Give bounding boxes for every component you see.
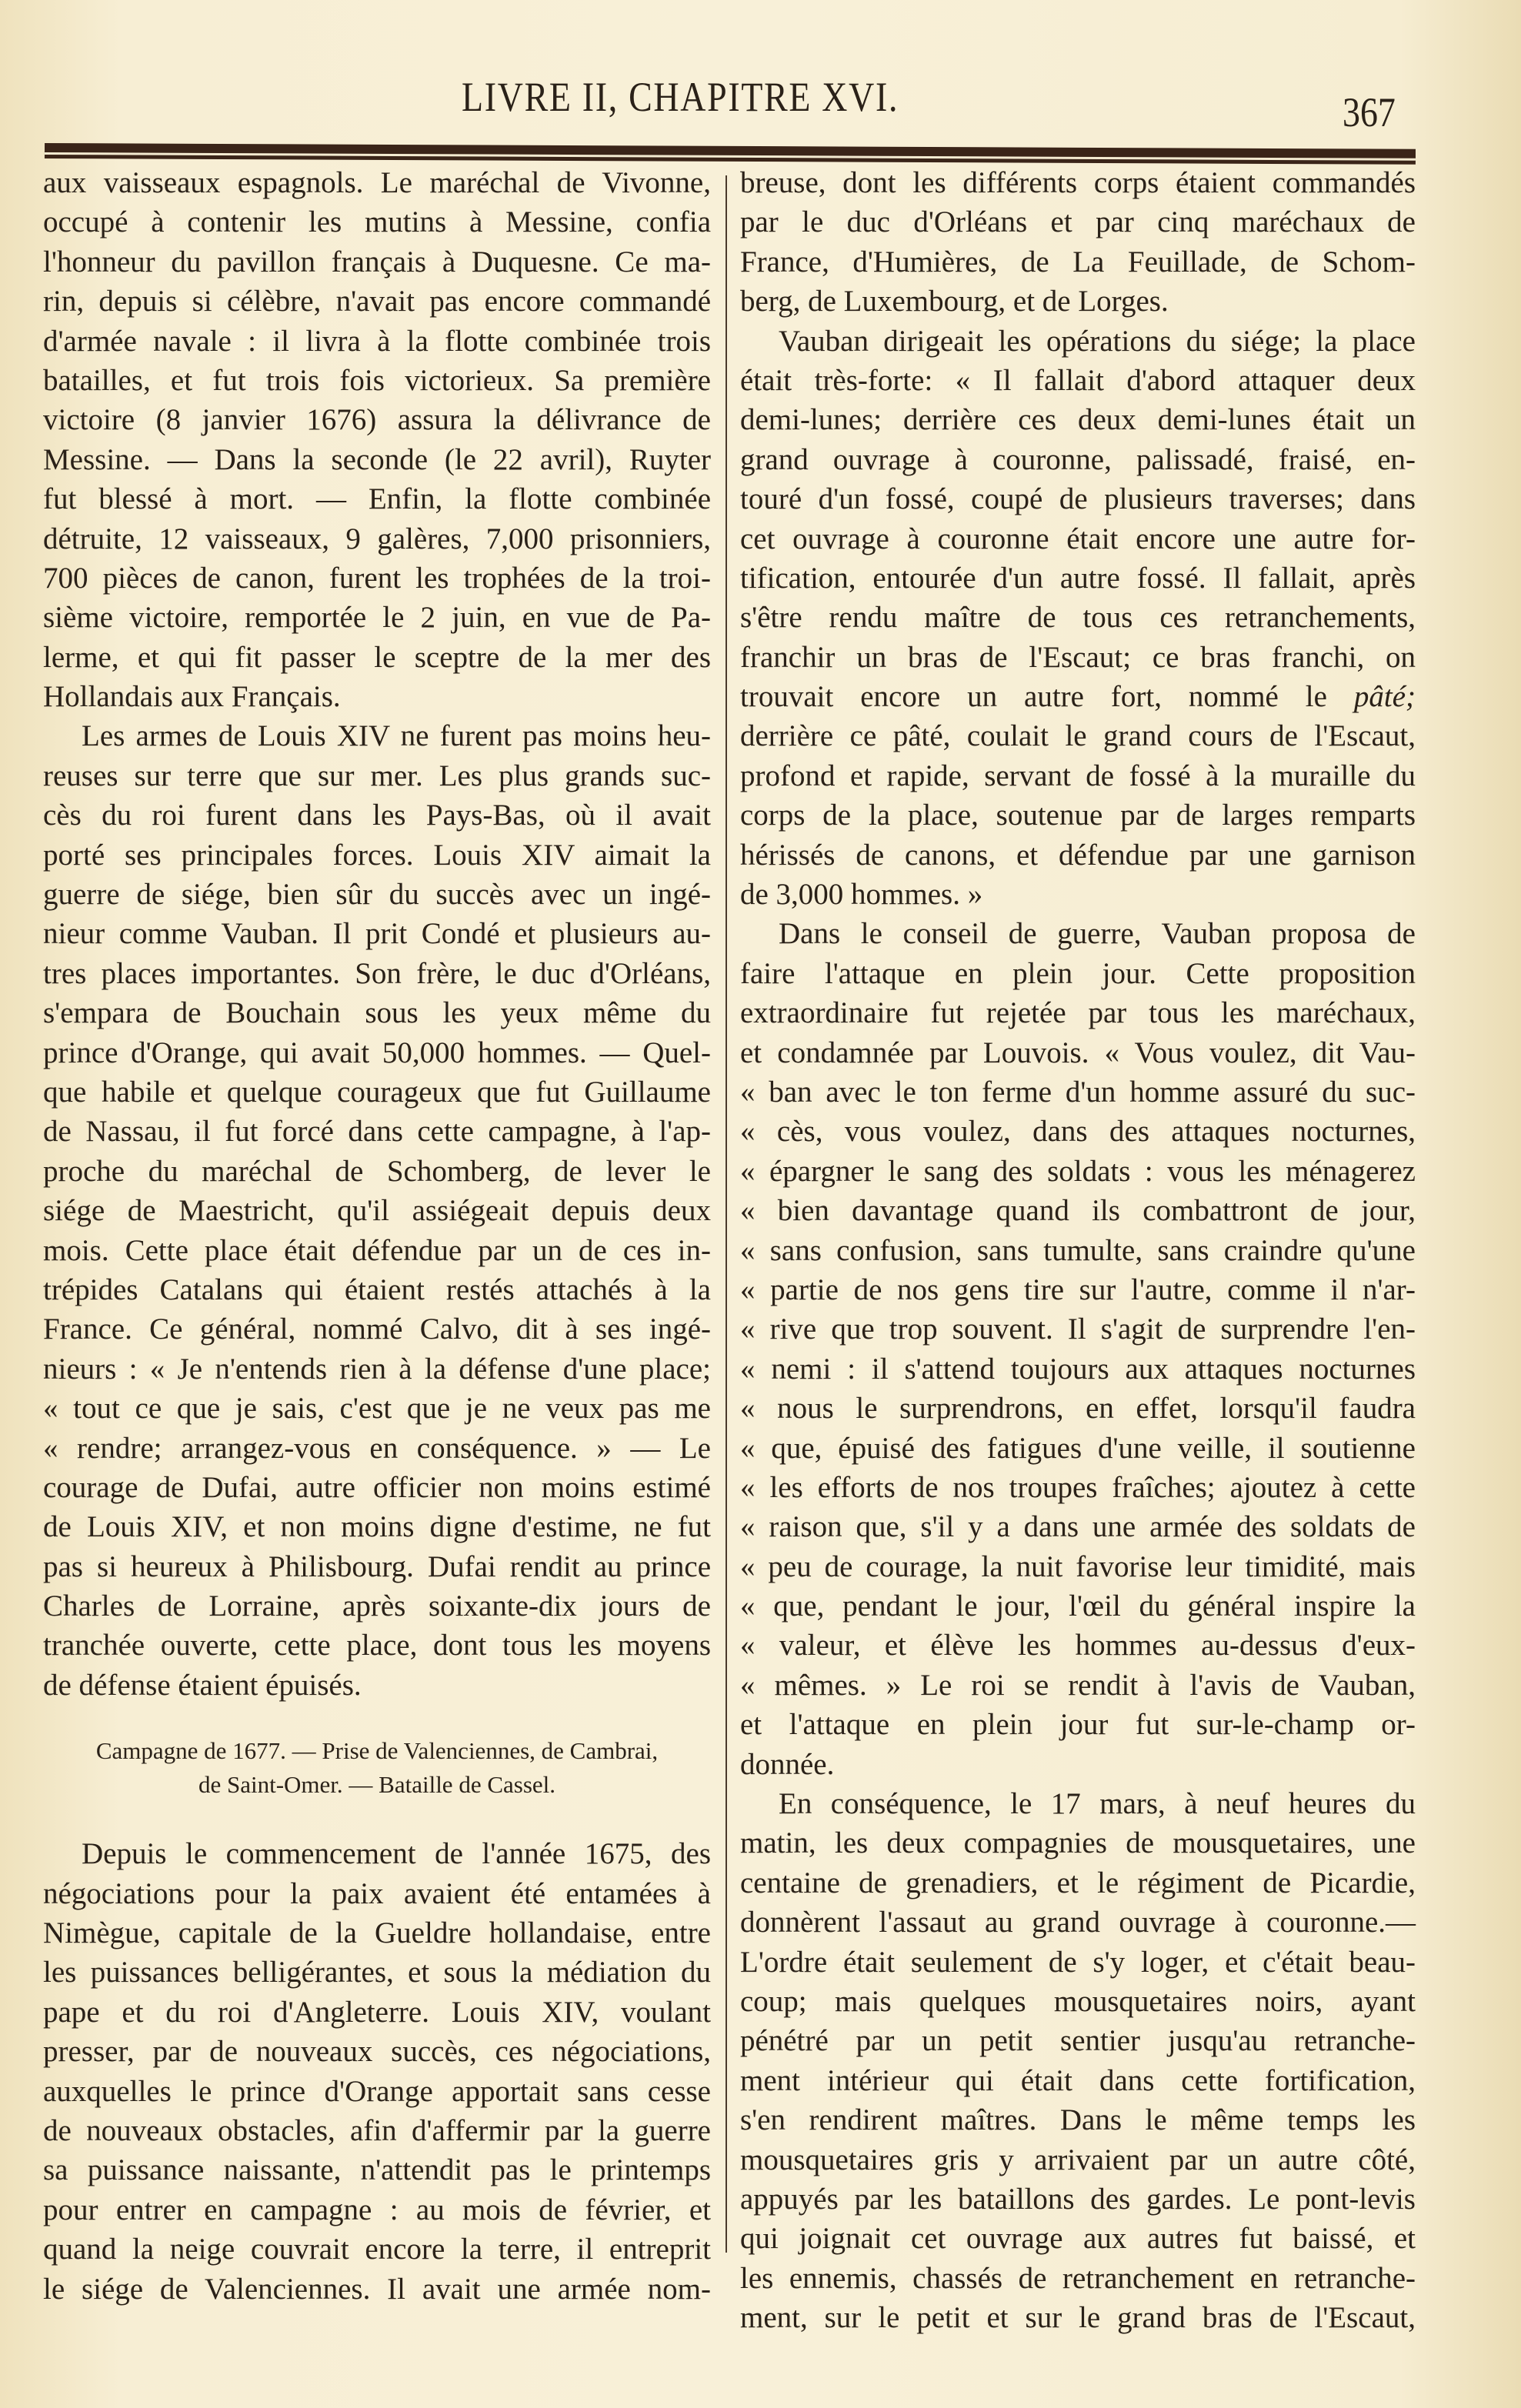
text-line: appuyés par les bataillons des gardes. Le pont-levis [740,2182,1416,2216]
paragraph [740,914,1416,1784]
text-line: matin, les deux compagnies de mousquetaires, une [740,1826,1416,1860]
text-line: hérissés de canons, et défendue par une garnison [740,838,1416,872]
paragraph [43,1834,711,2309]
text-line: France. Ce général, nommé Calvo, dit à ses ingé- [43,1312,711,1346]
column-divider [725,175,727,2253]
text-line: « rendre; arrangez-vous en conséquence. » — Le [43,1431,711,1465]
text-line: derrière ce pâté, coulait le grand cours de l'Escaut, [740,719,1416,753]
text-line: cès du roi furent dans les Pays-Bas, où il avait [43,799,711,832]
text-line: négociations pour la paix avaient été entamées à [43,1876,711,1910]
text-line: « mêmes. » Le roi se rendit à l'avis de Vauban, [740,1668,1416,1702]
text-line: de défense étaient épuisés. [43,1668,362,1702]
text-line: Les armes de Louis XIV ne furent pas moins heu- [82,719,711,753]
text-line: s'empara de Bouchain sous les yeux même du [43,996,711,1030]
text-span: trouvait encore un autre fort, nommé le [740,680,1354,714]
text-line: était très-forte: « Il fallait d'abord attaquer deux [740,363,1416,397]
text-line: prince d'Orange, qui avait 50,000 hommes. — Quel- [43,1036,711,1069]
left-column [43,163,711,2309]
text-line: « nous le surprendrons, en effet, lorsqu'il faudra [740,1392,1416,1426]
text-line: donnèrent l'assaut au grand ouvrage à couronne.— [740,1906,1416,1939]
text-line: nieur comme Vauban. Il prit Condé et plusieurs au- [43,917,711,951]
text-line: et condamnée par Louvois. « Vous voulez, dit Vau- [740,1036,1416,1069]
text-line [740,677,1416,716]
heading-line: de Saint-Omer. — Bataille de Cassel. [198,1771,556,1799]
text-line: tification, entourée d'un autre fossé. Il fallait, après [740,561,1416,595]
text-line: ment intérieur qui était dans cette fortification, [740,2063,1416,2097]
text-line: le siége de Valenciennes. Il avait une armée nom- [43,2272,711,2306]
text-line: corps de la place, soutenue par de larges remparts [740,799,1416,832]
heading-line: Campagne de 1677. — Prise de Valenciennes, de Cambrai, [95,1737,659,1765]
text-line: franchir un bras de l'Escaut; ce bras franchi, on [740,640,1416,674]
text-line: « sans confusion, sans tumulte, sans craindre qu'une [740,1233,1416,1267]
text-line: trépides Catalans qui étaient restés attachés à la [43,1272,711,1306]
text-line: quand la neige couvrait encore la terre, il entreprit [43,2233,711,2266]
text-line: « ban avec le ton ferme d'un homme assuré du suc- [740,1075,1416,1109]
text-line: ment, sur le petit et sur le grand bras de l'Escaut, [740,2301,1416,2335]
text-line: occupé à contenir les mutins à Messine, confia [43,205,711,239]
text-line: « que, épuisé des fatigues d'une veille, il soutienne [740,1431,1416,1465]
text-line: cet ouvrage à couronne était encore une autre for- [740,522,1416,555]
header-rule [45,143,1416,161]
text-line: l'honneur du pavillon français à Duquesne. Ce ma- [43,245,711,278]
text-line: presser, par de nouveaux succès, ces négociations, [43,2035,711,2069]
text-line: et l'attaque en plein jour fut sur-le-champ or- [740,1708,1416,1742]
text-line: siége de Maestricht, qu'il assiégeait depuis deux [43,1194,711,1228]
text-line: Dans le conseil de guerre, Vauban proposa de [779,917,1416,951]
text-line: 700 pièces de canon, furent les trophées de la troi- [43,561,711,595]
text-line: guerre de siége, bien sûr du succès avec un ingé- [43,878,711,912]
text-line: de Louis XIV, et non moins digne d'estime, ne fut [43,1510,711,1544]
text-line: profond et rapide, servant de fossé à la muraille du [740,759,1416,792]
text-line: mousquetaires gris y arrivaient par un autre côté, [740,2143,1416,2176]
text-line: tres places importantes. Son frère, le duc d'Orléans, [43,956,711,990]
text-line: d'armée navale : il livra à la flotte combinée trois [43,324,711,358]
text-line: lerme, et qui fit passer le sceptre de la mer des [43,640,711,674]
text-line: extraordinaire fut rejetée par tous les maréchaux, [740,996,1416,1030]
text-line: par le duc d'Orléans et par cinq maréchaux de [740,205,1416,239]
page-header [0,73,1521,135]
text-line: de Nassau, il fut forcé dans cette campagne, à l'ap- [43,1115,711,1149]
text-line: berg, de Luxembourg, et de Lorges. [740,285,1169,319]
text-line: qui joignait cet ouvrage aux autres fut baissé, et [740,2222,1416,2256]
text-line: détruite, 12 vaisseaux, 9 galères, 7,000 prisonniers, [43,522,711,555]
italic-term: pâté; [1353,680,1416,714]
text-line: coup; mais quelques mousquetaires noirs, ayant [740,1984,1416,2018]
text-line: les ennemis, chassés de retranchement en retranche- [740,2261,1416,2295]
text-line: tranchée ouverte, cette place, dont tous les moyens [43,1629,711,1663]
text-line: L'ordre était seulement de s'y loger, et c'était beau- [740,1945,1416,1979]
text-line: Hollandais aux Français. [43,680,341,714]
right-column [740,163,1416,2337]
text-line: demi-lunes; derrière ces deux demi-lunes était un [740,403,1416,437]
text-line: Messine. — Dans la seconde (le 22 avril), Ruyter [43,442,711,476]
text-line: s'être rendu maître de tous ces retranchements, [740,601,1416,635]
text-line: « rive que trop souvent. Il s'agit de surprendre l'en- [740,1312,1416,1346]
text-line: s'en rendirent maîtres. Dans le même temps les [740,2103,1416,2137]
text-line: « peu de courage, la nuit favorise leur timidité, mais [740,1549,1416,1583]
text-line: pape et du roi d'Angleterre. Louis XIV, voulant [43,1995,711,2029]
text-line: « raison que, s'il y a dans une armée des soldats de [740,1510,1416,1544]
text-line: Charles de Lorraine, après soixante-dix jours de [43,1589,711,1623]
text-line: que habile et quelque courageux que fut Guillaume [43,1075,711,1109]
text-line: « cès, vous voulez, dans des attaques nocturnes, [740,1115,1416,1149]
text-line: de 3,000 hommes. » [740,878,983,912]
paragraph [740,322,1416,915]
text-line: mois. Cette place était défendue par un de ces in- [43,1233,711,1267]
text-line: courage de Dufai, autre officier non moins estimé [43,1470,711,1504]
text-line: « que, pendant le jour, l'œil du général inspire la [740,1589,1416,1623]
text-line: pénétré par un petit sentier jusqu'au retranche- [740,2024,1416,2058]
text-line: les puissances belligérantes, et sous la médiation du [43,1956,711,1989]
text-line: Vauban dirigeait les opérations du siége; la place [779,324,1416,358]
page-number: 367 [1343,89,1396,135]
text-line: aux vaisseaux espagnols. Le maréchal de Vivonne, [43,166,711,199]
text-line: « tout ce que je sais, c'est que je ne veux pas me [43,1392,711,1426]
text-line: touré d'un fossé, coupé de plusieurs traverses; dans [740,482,1416,516]
text-line: En conséquence, le 17 mars, à neuf heures du [779,1787,1416,1821]
text-line: sième victoire, remportée le 2 juin, en vue de Pa- [43,601,711,635]
text-line: donnée. [740,1747,835,1781]
text-line: « partie de nos gens tire sur l'autre, comme il n'ar- [740,1272,1416,1306]
text-line: « nemi : il s'attend toujours aux attaques nocturnes [740,1352,1416,1386]
text-line: « les efforts de nos troupes fraîches; ajoutez à cette [740,1470,1416,1504]
text-line: rin, depuis si célèbre, n'avait pas encore commandé [43,285,711,319]
text-line: fut blessé à mort. — Enfin, la flotte combinée [43,482,711,516]
text-line: grand ouvrage à couronne, palissadé, fraisé, en- [740,442,1416,476]
text-line: proche du maréchal de Schomberg, de lever le [43,1154,711,1188]
text-line: auxquelles le prince d'Orange apportait sans cesse [43,2074,711,2108]
section-heading [43,1734,711,1802]
text-line: Depuis le commencement de l'année 1675, des [82,1837,711,1871]
text-line: nieurs : « Je n'entends rien à la défense d'une place; [43,1352,711,1386]
text-line: porté ses principales forces. Louis XIV aimait la [43,838,711,872]
text-line: batailles, et fut trois fois victorieux. Sa première [43,363,711,397]
paragraph [740,163,1416,322]
text-line: pour entrer en campagne : au mois de février, et [43,2193,711,2226]
text-line: « épargner le sang des soldats : vous les ménagerez [740,1154,1416,1188]
running-title: LIVRE II, CHAPITRE XVI. [462,74,899,120]
text-line: pas si heureux à Philisbourg. Dufai rendit au prince [43,1549,711,1583]
text-line: victoire (8 janvier 1676) assura la délivrance de [43,403,711,437]
text-line: breuse, dont les différents corps étaient commandés [740,166,1416,199]
paragraph [43,716,711,1705]
text-line: centaine de grenadiers, et le régiment de Picardie, [740,1866,1416,1899]
text-line: faire l'attaque en plein jour. Cette proposition [740,956,1416,990]
paragraph [740,1784,1416,2337]
text-line: de nouveaux obstacles, afin d'affermir par la guerre [43,2113,711,2147]
text-line: Nimègue, capitale de la Gueldre hollandaise, entre [43,1916,711,1950]
paragraph [43,163,711,716]
text-line: « valeur, et élève les hommes au-dessus d'eux- [740,1629,1416,1663]
text-line: sa puissance naissante, n'attendit pas le printemps [43,2153,711,2187]
text-line: « bien davantage quand ils combattront de jour, [740,1194,1416,1228]
text-line: reuses sur terre que sur mer. Les plus grands suc- [43,759,711,792]
text-line: France, d'Humières, de La Feuillade, de Schom- [740,245,1416,278]
